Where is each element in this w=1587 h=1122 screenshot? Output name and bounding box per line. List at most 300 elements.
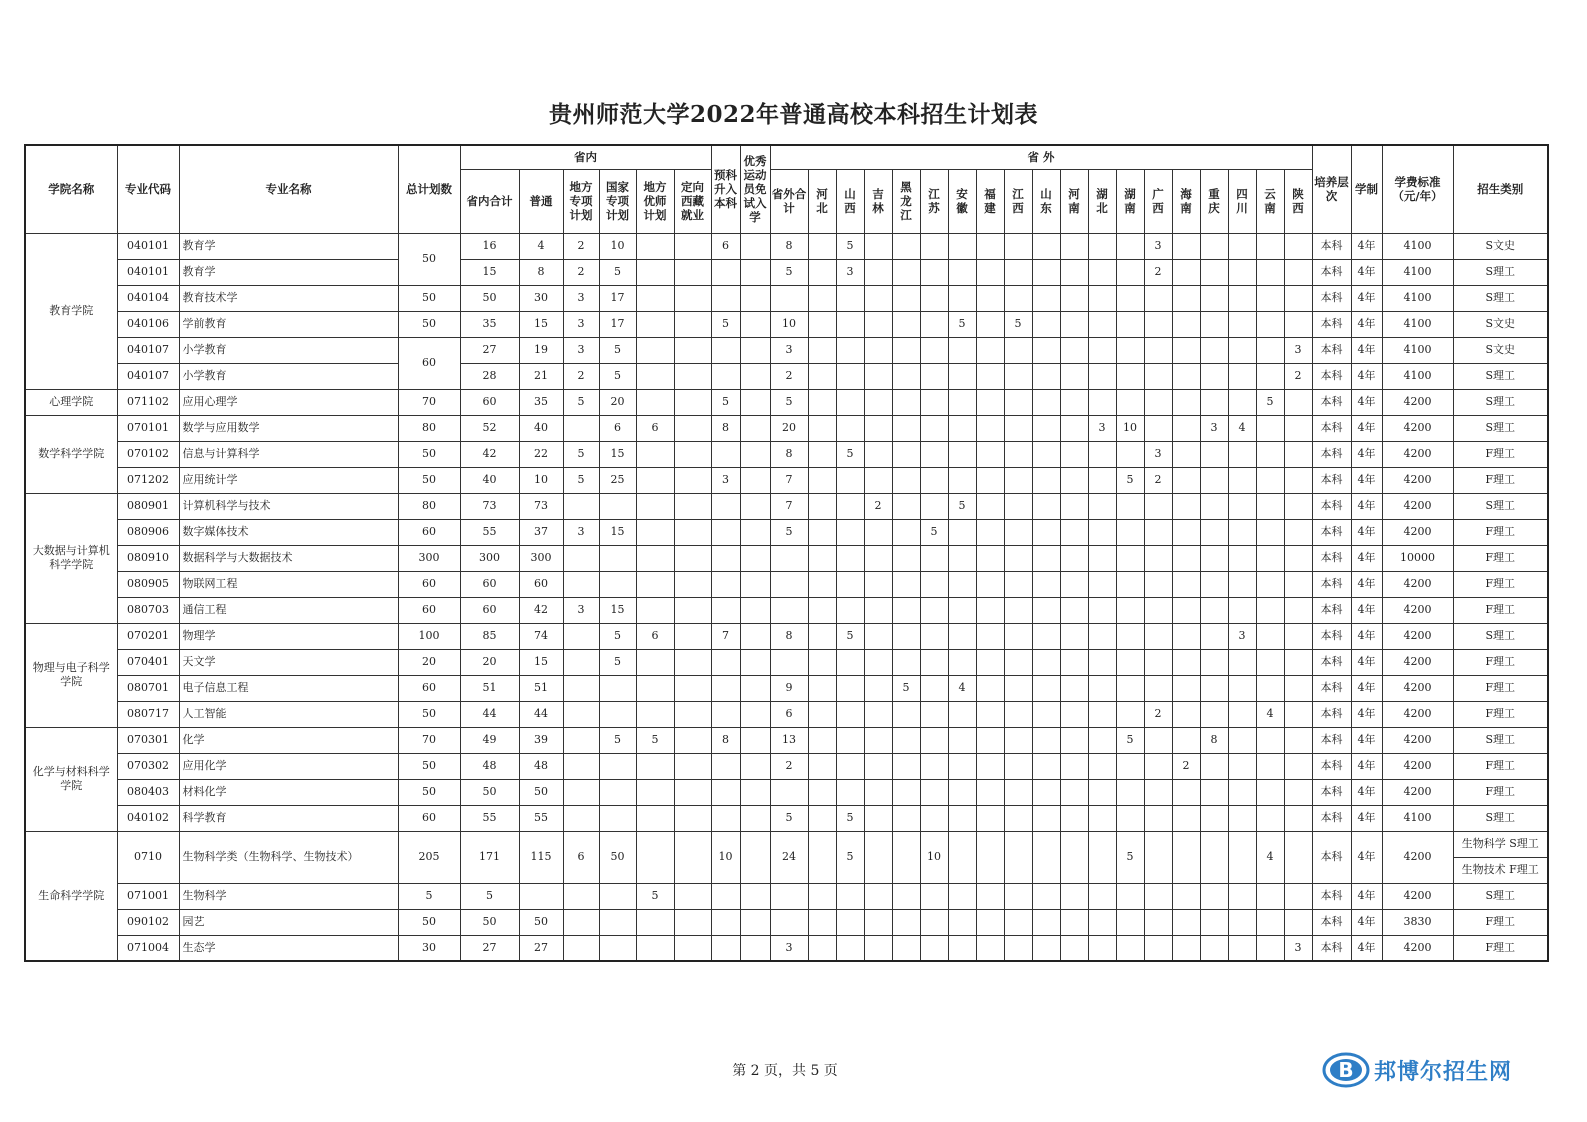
province-value [1116, 311, 1144, 337]
in-province-value: 42 [519, 597, 563, 623]
enroll-category: S理工 [1453, 389, 1548, 415]
province-value [892, 935, 920, 961]
province-value [1088, 727, 1116, 753]
province-value [920, 753, 948, 779]
out-province-total: 6 [770, 701, 808, 727]
province-value [1200, 805, 1228, 831]
study-duration: 4年 [1351, 441, 1382, 467]
out-province-total: 7 [770, 467, 808, 493]
province-value [1116, 571, 1144, 597]
province-value: 3 [1144, 441, 1172, 467]
in-province-value [563, 623, 599, 649]
province-value [1032, 467, 1060, 493]
province-value [976, 935, 1004, 961]
in-province-value: 22 [519, 441, 563, 467]
college-name: 心理学院 [25, 389, 117, 415]
province-value [1144, 675, 1172, 701]
province-value [948, 779, 976, 805]
in-province-value: 15 [599, 519, 636, 545]
province-value [976, 493, 1004, 519]
province-value [1116, 259, 1144, 285]
province-value [976, 831, 1004, 883]
prep-value [711, 805, 740, 831]
in-province-value: 85 [460, 623, 519, 649]
in-province-value [636, 441, 674, 467]
major-code: 040102 [117, 805, 179, 831]
out-province-total [770, 779, 808, 805]
province-value [1172, 935, 1200, 961]
enroll-category: S理工 [1453, 259, 1548, 285]
training-level: 本科 [1312, 623, 1351, 649]
in-province-value [563, 935, 599, 961]
province-value [1228, 285, 1256, 311]
province-value [948, 415, 976, 441]
province-value [1284, 805, 1312, 831]
province-value [1116, 649, 1144, 675]
province-value [1088, 935, 1116, 961]
in-province-value: 10 [519, 467, 563, 493]
in-province-value: 17 [599, 285, 636, 311]
major-code: 070401 [117, 649, 179, 675]
province-value [1256, 363, 1284, 389]
header-province: 吉林 [864, 169, 892, 233]
header-in-col: 地方专项计划 [563, 169, 599, 233]
province-value [1172, 805, 1200, 831]
province-value [1228, 701, 1256, 727]
tuition-fee: 4200 [1382, 701, 1453, 727]
out-province-total: 24 [770, 831, 808, 883]
in-province-value [674, 415, 711, 441]
province-value [1228, 649, 1256, 675]
header-out-total: 省外合计 [770, 169, 808, 233]
province-value [864, 883, 892, 909]
province-value [1088, 831, 1116, 883]
province-value [976, 779, 1004, 805]
enroll-category: 生物技术 F理工 [1453, 857, 1548, 883]
prep-value [711, 909, 740, 935]
athlete-value [740, 363, 770, 389]
province-value: 4 [1256, 831, 1284, 883]
province-value [1144, 597, 1172, 623]
province-value [1032, 337, 1060, 363]
province-value [920, 545, 948, 571]
province-value [948, 701, 976, 727]
province-value [892, 493, 920, 519]
major-code: 040104 [117, 285, 179, 311]
in-province-value: 28 [460, 363, 519, 389]
province-value [1004, 727, 1032, 753]
province-value [1004, 467, 1032, 493]
province-value [1284, 831, 1312, 883]
header-province: 重庆 [1200, 169, 1228, 233]
out-province-total [770, 649, 808, 675]
province-value [864, 519, 892, 545]
in-province-value [674, 597, 711, 623]
province-value [864, 753, 892, 779]
athlete-value [740, 545, 770, 571]
province-value [1088, 545, 1116, 571]
province-value [1256, 935, 1284, 961]
province-value [1004, 337, 1032, 363]
province-value [976, 311, 1004, 337]
province-value [1004, 909, 1032, 935]
header-prep: 预科升入本科 [711, 145, 740, 233]
province-value [836, 493, 864, 519]
tuition-fee: 4200 [1382, 649, 1453, 675]
province-value [1228, 467, 1256, 493]
province-value [1200, 935, 1228, 961]
province-value [1116, 935, 1144, 961]
province-value [892, 415, 920, 441]
in-province-value [636, 675, 674, 701]
province-value [1256, 909, 1284, 935]
province-value [1032, 597, 1060, 623]
province-value [1004, 597, 1032, 623]
in-province-value: 30 [519, 285, 563, 311]
in-province-value: 48 [519, 753, 563, 779]
prep-value [711, 597, 740, 623]
in-province-value: 115 [519, 831, 563, 883]
athlete-value [740, 519, 770, 545]
province-value [976, 545, 1004, 571]
province-value: 5 [1256, 389, 1284, 415]
athlete-value [740, 909, 770, 935]
in-province-value: 17 [599, 311, 636, 337]
province-value [1088, 597, 1116, 623]
in-province-value: 4 [519, 233, 563, 259]
in-province-value: 50 [519, 909, 563, 935]
province-value [892, 753, 920, 779]
province-value [1060, 389, 1088, 415]
prep-value [711, 259, 740, 285]
tuition-fee: 4100 [1382, 363, 1453, 389]
province-value [864, 779, 892, 805]
in-province-value [563, 675, 599, 701]
major-name: 生物科学类（生物科学、生物技术） [179, 831, 398, 883]
province-value [808, 493, 836, 519]
province-value [1284, 311, 1312, 337]
in-province-value [519, 883, 563, 909]
province-value [1004, 493, 1032, 519]
training-level: 本科 [1312, 363, 1351, 389]
study-duration: 4年 [1351, 753, 1382, 779]
header-province: 河北 [808, 169, 836, 233]
in-province-value: 2 [563, 233, 599, 259]
major-name: 电子信息工程 [179, 675, 398, 701]
major-code: 071004 [117, 935, 179, 961]
in-province-value: 35 [460, 311, 519, 337]
in-province-value [599, 909, 636, 935]
province-value [1172, 545, 1200, 571]
province-value [1284, 285, 1312, 311]
enroll-category: F理工 [1453, 779, 1548, 805]
province-value [1172, 285, 1200, 311]
province-value: 4 [1256, 701, 1284, 727]
total-plan: 60 [398, 597, 460, 623]
major-name: 材料化学 [179, 779, 398, 805]
in-province-value: 49 [460, 727, 519, 753]
out-province-total: 9 [770, 675, 808, 701]
prep-value [711, 337, 740, 363]
in-province-value: 300 [519, 545, 563, 571]
province-value [1284, 883, 1312, 909]
table-row [25, 727, 1548, 753]
province-value [1200, 519, 1228, 545]
enroll-category: S理工 [1453, 285, 1548, 311]
out-province-total: 8 [770, 623, 808, 649]
training-level: 本科 [1312, 831, 1351, 883]
province-value [808, 779, 836, 805]
in-province-value [674, 701, 711, 727]
province-value [1144, 545, 1172, 571]
enrollment-plan-table [24, 144, 1549, 962]
in-province-value: 55 [460, 519, 519, 545]
in-province-value: 35 [519, 389, 563, 415]
header-college: 学院名称 [25, 145, 117, 233]
province-value [920, 883, 948, 909]
province-value [1228, 363, 1256, 389]
province-value [1144, 779, 1172, 805]
province-value [808, 259, 836, 285]
province-value [1032, 519, 1060, 545]
training-level: 本科 [1312, 493, 1351, 519]
province-value [836, 753, 864, 779]
province-value [1088, 337, 1116, 363]
province-value [1144, 571, 1172, 597]
province-value [1256, 493, 1284, 519]
enroll-category: F理工 [1453, 909, 1548, 935]
province-value [1200, 493, 1228, 519]
province-value [948, 389, 976, 415]
enroll-category: F理工 [1453, 467, 1548, 493]
in-province-value [599, 805, 636, 831]
major-name: 园艺 [179, 909, 398, 935]
province-value [1088, 233, 1116, 259]
province-value [1060, 545, 1088, 571]
province-value [1088, 649, 1116, 675]
in-province-value: 5 [460, 883, 519, 909]
major-code: 080403 [117, 779, 179, 805]
in-province-value [674, 909, 711, 935]
enroll-category: F理工 [1453, 597, 1548, 623]
province-value: 3 [1284, 935, 1312, 961]
province-value [1004, 623, 1032, 649]
province-value: 2 [864, 493, 892, 519]
in-province-value [636, 779, 674, 805]
province-value [1228, 519, 1256, 545]
in-province-value: 5 [599, 259, 636, 285]
province-value [1004, 389, 1032, 415]
province-value: 2 [1144, 701, 1172, 727]
training-level: 本科 [1312, 467, 1351, 493]
prep-value: 5 [711, 389, 740, 415]
major-code: 070302 [117, 753, 179, 779]
in-province-value: 60 [460, 571, 519, 597]
in-province-value: 5 [599, 649, 636, 675]
major-code: 070101 [117, 415, 179, 441]
province-value: 3 [836, 259, 864, 285]
page-title: 贵州师范大学2022年普通高校本科招生计划表 [548, 101, 1038, 128]
in-province-value [674, 831, 711, 883]
training-level: 本科 [1312, 233, 1351, 259]
table-row [25, 441, 1548, 467]
athlete-value [740, 649, 770, 675]
training-level: 本科 [1312, 935, 1351, 961]
province-value [1172, 363, 1200, 389]
province-value [976, 623, 1004, 649]
prep-value [711, 545, 740, 571]
in-province-value [636, 805, 674, 831]
province-value [1228, 883, 1256, 909]
province-value: 5 [1116, 831, 1144, 883]
table-row [25, 233, 1548, 259]
province-value [1284, 597, 1312, 623]
province-value [892, 233, 920, 259]
province-value [948, 519, 976, 545]
province-value [864, 389, 892, 415]
header-in-col: 省内合计 [460, 169, 519, 233]
province-value [1172, 311, 1200, 337]
header-province: 山西 [836, 169, 864, 233]
total-plan: 50 [398, 701, 460, 727]
tuition-fee: 4200 [1382, 935, 1453, 961]
province-value [948, 597, 976, 623]
province-value [1200, 285, 1228, 311]
province-value [1172, 597, 1200, 623]
in-province-value: 73 [519, 493, 563, 519]
province-value: 5 [948, 493, 976, 519]
out-province-total [770, 883, 808, 909]
province-value [976, 441, 1004, 467]
in-province-value [636, 831, 674, 883]
tuition-fee: 4200 [1382, 753, 1453, 779]
province-value [976, 649, 1004, 675]
province-value [1172, 649, 1200, 675]
province-value [1060, 649, 1088, 675]
province-value [1172, 441, 1200, 467]
table-row [25, 649, 1548, 675]
major-code: 040107 [117, 337, 179, 363]
table-row [25, 779, 1548, 805]
province-value [1088, 909, 1116, 935]
province-value [836, 363, 864, 389]
province-value [1256, 675, 1284, 701]
in-province-value [599, 493, 636, 519]
total-plan: 300 [398, 545, 460, 571]
prep-value [711, 779, 740, 805]
province-value [1172, 883, 1200, 909]
province-value [1284, 233, 1312, 259]
province-value [1060, 883, 1088, 909]
header-athlete: 优秀运动员免试入学 [740, 145, 770, 233]
in-province-value: 5 [636, 727, 674, 753]
province-value [1088, 805, 1116, 831]
province-value [892, 701, 920, 727]
in-province-value: 51 [460, 675, 519, 701]
in-province-value: 73 [460, 493, 519, 519]
enroll-category: F理工 [1453, 519, 1548, 545]
province-value [1032, 233, 1060, 259]
in-province-value: 2 [563, 259, 599, 285]
province-value [1032, 727, 1060, 753]
table-row [25, 389, 1548, 415]
province-value [1060, 311, 1088, 337]
enroll-category: 生物科学 S理工 [1453, 831, 1548, 857]
province-value [1200, 753, 1228, 779]
province-value [1200, 623, 1228, 649]
header-in-col: 地方优师计划 [636, 169, 674, 233]
province-value [1284, 909, 1312, 935]
province-value [920, 233, 948, 259]
province-value [1088, 623, 1116, 649]
province-value [1284, 389, 1312, 415]
province-value [1032, 389, 1060, 415]
in-province-value [636, 597, 674, 623]
athlete-value [740, 597, 770, 623]
province-value [1004, 415, 1032, 441]
province-value [1256, 779, 1284, 805]
training-level: 本科 [1312, 311, 1351, 337]
tuition-fee: 4200 [1382, 623, 1453, 649]
province-value [1200, 779, 1228, 805]
province-value [1088, 753, 1116, 779]
prep-value: 3 [711, 467, 740, 493]
province-value [1116, 285, 1144, 311]
province-value [1004, 831, 1032, 883]
in-province-value [674, 649, 711, 675]
training-level: 本科 [1312, 649, 1351, 675]
province-value [1200, 675, 1228, 701]
study-duration: 4年 [1351, 363, 1382, 389]
prep-value: 8 [711, 727, 740, 753]
province-value: 5 [1116, 727, 1144, 753]
in-province-value [563, 909, 599, 935]
in-province-value [674, 467, 711, 493]
province-value [1032, 285, 1060, 311]
province-value [1032, 753, 1060, 779]
province-value [892, 311, 920, 337]
province-value [1144, 831, 1172, 883]
province-value [836, 389, 864, 415]
province-value [948, 545, 976, 571]
header-total: 总计划数 [398, 145, 460, 233]
athlete-value [740, 571, 770, 597]
province-value [1088, 467, 1116, 493]
prep-value [711, 571, 740, 597]
province-value: 8 [1200, 727, 1228, 753]
enroll-category: F理工 [1453, 545, 1548, 571]
province-value [948, 363, 976, 389]
table-row [25, 831, 1548, 857]
athlete-value [740, 779, 770, 805]
province-value [1256, 649, 1284, 675]
province-value [1144, 805, 1172, 831]
province-value [1116, 389, 1144, 415]
in-province-value [674, 545, 711, 571]
province-value [1172, 831, 1200, 883]
province-value [920, 623, 948, 649]
province-value [808, 701, 836, 727]
athlete-value [740, 675, 770, 701]
in-province-value: 10 [599, 233, 636, 259]
prep-value [711, 285, 740, 311]
total-plan: 80 [398, 415, 460, 441]
header-duration: 学制 [1351, 145, 1382, 233]
province-value [948, 831, 976, 883]
in-province-value: 27 [460, 337, 519, 363]
table-row [25, 805, 1548, 831]
in-province-value [636, 259, 674, 285]
